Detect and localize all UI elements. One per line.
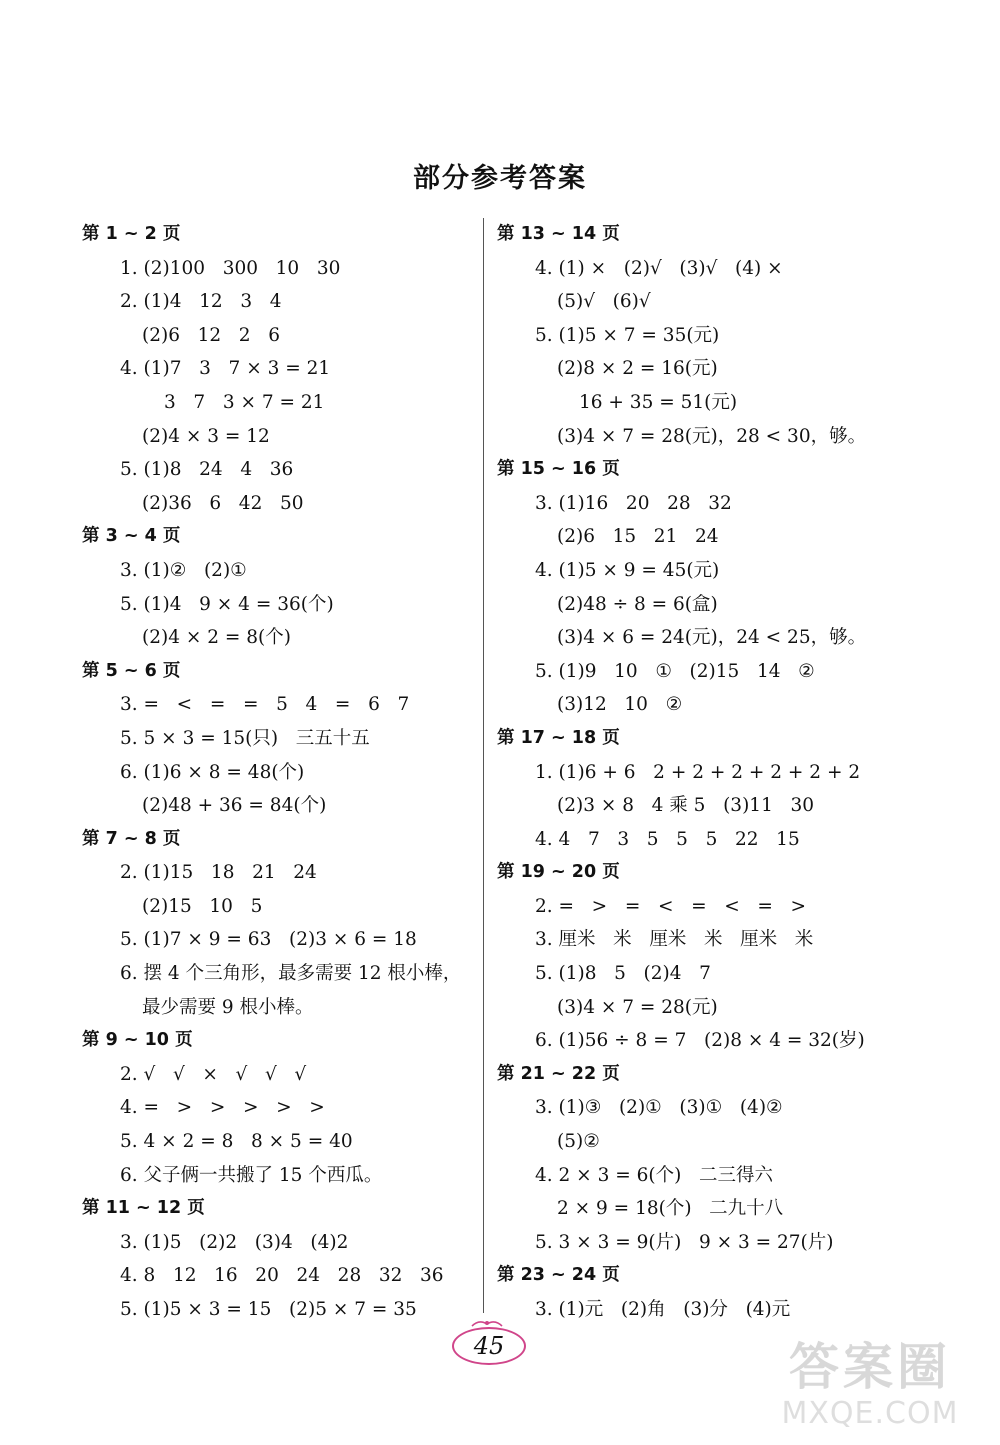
answer-line: 5. (1)7 × 9 = 63 (2)3 × 6 = 18 [120, 929, 417, 951]
answer-line: (2)15 10 5 [142, 895, 263, 917]
answer-line: 4. (1) × (2)√ (3)√ (4) × [535, 257, 783, 279]
answer-line: 6. 摆 4 个三角形，最多需要 12 根小棒， [120, 963, 462, 985]
answer-line: 最少需要 9 根小棒。 [142, 996, 314, 1018]
answer-line: 3. = < = = 5 4 = 6 7 [120, 694, 410, 716]
answer-line: 5. 4 × 2 = 8 8 × 5 = 40 [120, 1131, 353, 1153]
answer-line: (2)48 + 36 = 84(个) [142, 795, 327, 817]
section-heading: 第 5 ~ 6 页 [82, 660, 181, 681]
answer-line: 3. 厘米 米 厘米 米 厘米 米 [535, 929, 814, 951]
answer-line: (2)6 12 2 6 [142, 324, 280, 346]
answer-line: (3)4 × 7 = 28(元)，28 < 30，够。 [557, 425, 867, 447]
watermark-url: MXQE.COM [781, 1396, 959, 1431]
watermark-logo: 答案圈 [789, 1338, 951, 1396]
answer-line: 4. = > > > > > [120, 1097, 325, 1119]
answer-line: 3 7 3 × 7 = 21 [164, 391, 325, 413]
section-heading: 第 19 ~ 20 页 [497, 862, 620, 883]
answer-line: 6. (1)56 ÷ 8 = 7 (2)8 × 4 = 32(岁) [535, 1030, 865, 1052]
answer-line: 4. 8 12 16 20 24 28 32 36 [120, 1265, 444, 1287]
answer-line: (5)② [557, 1131, 600, 1153]
answer-line: 2. = > = < = < = > [535, 895, 807, 917]
watermark [750, 1337, 990, 1437]
answer-line: (2)6 15 21 24 [557, 526, 719, 548]
answer-line: (2)4 × 3 = 12 [142, 425, 270, 447]
page-number: 45 [452, 1327, 526, 1365]
answer-line: 5. (1)8 5 (2)4 7 [535, 963, 711, 985]
answer-line: (3)12 10 ② [557, 694, 683, 716]
answer-line: 1. (2)100 300 10 30 [120, 257, 341, 279]
answer-line: 4. 2 × 3 = 6(个) 二三得六 [535, 1164, 773, 1186]
answer-line: 16 + 35 = 51(元) [579, 391, 738, 413]
answer-line: 3. (1)③ (2)① (3)① (4)② [535, 1097, 783, 1119]
answer-line: 3. (1)5 (2)2 (3)4 (4)2 [120, 1231, 349, 1253]
answer-line: 5. (1)5 × 7 = 35(元) [535, 324, 720, 346]
answer-line: (2)8 × 2 = 16(元) [557, 358, 718, 380]
answer-line: (2)36 6 42 50 [142, 492, 304, 514]
answer-line: 3. (1)② (2)① [120, 559, 247, 581]
answer-line: 5. 3 × 3 = 9(片) 9 × 3 = 27(片) [535, 1231, 834, 1253]
answer-line: 2 × 9 = 18(个) 二九十八 [557, 1198, 784, 1220]
answer-line: (3)4 × 7 = 28(元) [557, 996, 718, 1018]
column-divider [483, 218, 484, 1313]
section-heading: 第 17 ~ 18 页 [497, 727, 620, 748]
answer-line: 2. (1)4 12 3 4 [120, 291, 282, 313]
section-heading: 第 11 ~ 12 页 [82, 1198, 205, 1219]
answer-line: 5. (1)4 9 × 4 = 36(个) [120, 593, 334, 615]
answer-line: 4. (1)7 3 7 × 3 = 21 [120, 358, 331, 380]
section-heading: 第 13 ~ 14 页 [497, 224, 620, 244]
answer-column-left [82, 218, 472, 1327]
answer-line: 3. (1)16 20 28 32 [535, 492, 732, 514]
answer-line: 5. 5 × 3 = 15(只) 三五十五 [120, 727, 370, 749]
answer-line: 4. (1)5 × 9 = 45(元) [535, 559, 720, 581]
section-heading: 第 21 ~ 22 页 [497, 1063, 620, 1084]
page-title: 部分参考答案 [413, 163, 587, 194]
answer-line: 5. (1)8 24 4 36 [120, 459, 294, 481]
answer-line: 3. (1)元 (2)角 (3)分 (4)元 [535, 1299, 791, 1320]
answer-line: 2. (1)15 18 21 24 [120, 862, 317, 884]
answer-line: (3)4 × 6 = 24(元)，24 < 25，够。 [557, 627, 867, 649]
answer-line: (2)3 × 8 4 乘 5 (3)11 30 [557, 795, 815, 817]
answer-line: 5. (1)9 10 ① (2)15 14 ② [535, 660, 815, 682]
section-heading: 第 3 ~ 4 页 [82, 526, 181, 547]
answer-line: 4. 4 7 3 5 5 5 22 15 [535, 828, 800, 850]
section-heading: 第 1 ~ 2 页 [82, 224, 181, 244]
answer-line: 6. 父子俩一共搬了 15 个西瓜。 [120, 1164, 383, 1186]
section-heading: 第 7 ~ 8 页 [82, 828, 181, 849]
answer-column-right [497, 218, 907, 1327]
answer-line: 6. (1)6 × 8 = 48(个) [120, 761, 305, 783]
section-heading: 第 15 ~ 16 页 [497, 459, 620, 480]
answer-line: 1. (1)6 + 6 2 + 2 + 2 + 2 + 2 + 2 [535, 761, 861, 783]
answer-line: 2. √ √ × √ √ √ [120, 1063, 307, 1085]
section-heading: 第 9 ~ 10 页 [82, 1030, 193, 1051]
section-heading: 第 23 ~ 24 页 [497, 1265, 620, 1286]
answer-line: (2)48 ÷ 8 = 6(盒) [557, 593, 718, 615]
answer-line: (5)√ (6)√ [557, 291, 651, 313]
answer-line: (2)4 × 2 = 8(个) [142, 627, 291, 649]
answer-line: 5. (1)5 × 3 = 15 (2)5 × 7 = 35 [120, 1299, 417, 1320]
